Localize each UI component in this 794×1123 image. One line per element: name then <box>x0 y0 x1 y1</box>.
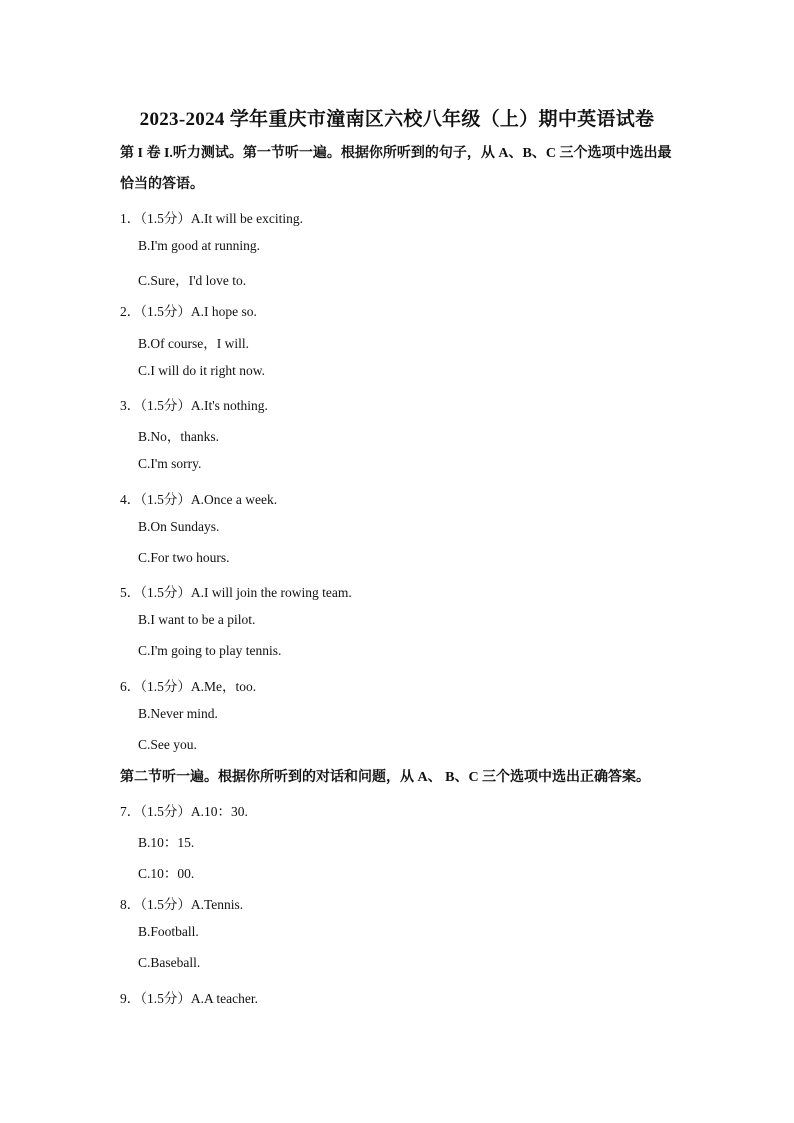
question-7-option-c: C.10：00. <box>138 866 195 881</box>
question-1-option-c: C.Sure，I'd love to. <box>138 273 247 288</box>
question-7-stem: 7．（1.5分）A.10：30. <box>120 804 248 819</box>
question-8-option-c: C.Baseball. <box>138 955 201 970</box>
question-4-option-c: C.For two hours. <box>138 550 230 565</box>
question-7-option-b: B.10：15. <box>138 835 195 850</box>
question-4-stem: 4．（1.5分）A.Once a week. <box>120 492 278 507</box>
question-2-option-c: C.I will do it right now. <box>138 363 265 378</box>
question-6-option-c: C.See you. <box>138 737 197 752</box>
question-5-option-c: C.I'm going to play tennis. <box>138 643 282 658</box>
section-2-instructions: 第二节听一遍。根据你所听到的对话和问题，从 A、 B、C 三个选项中选出正确答案。 <box>120 770 651 785</box>
question-9-stem: 9．（1.5分）A.A teacher. <box>120 991 258 1006</box>
question-3-stem: 3．（1.5分）A.It's nothing. <box>120 398 268 413</box>
question-6-option-b: B.Never mind. <box>138 706 218 721</box>
question-1-stem: 1．（1.5分）A.It will be exciting. <box>120 211 303 226</box>
question-8-option-b: B.Football. <box>138 924 199 939</box>
question-2-stem: 2．（1.5分）A.I hope so. <box>120 304 257 319</box>
exam-title: 2023-2024 学年重庆市潼南区六校八年级（上）期中英语试卷 <box>139 109 655 130</box>
question-4-option-b: B.On Sundays. <box>138 519 220 534</box>
question-3-option-b: B.No，thanks. <box>138 429 219 444</box>
section-1-line-2: 恰当的答语。 <box>120 177 204 192</box>
question-8-stem: 8．（1.5分）A.Tennis. <box>120 897 244 912</box>
section-1-line-1: 第 I 卷 I.听力测试。第一节听一遍。根据你所听到的句子，从 A、B、C 三个选项中选出最 <box>120 146 672 161</box>
question-5-stem: 5．（1.5分）A.I will join the rowing team. <box>120 585 352 600</box>
section-1-instructions <box>120 138 700 200</box>
question-1-option-b: B.I'm good at running. <box>138 238 261 253</box>
question-6-stem: 6．（1.5分）A.Me，too. <box>120 679 257 694</box>
question-2-option-b: B.Of course，I will. <box>138 336 249 351</box>
question-5-option-b: B.I want to be a pilot. <box>138 612 256 627</box>
question-3-option-c: C.I'm sorry. <box>138 456 202 471</box>
